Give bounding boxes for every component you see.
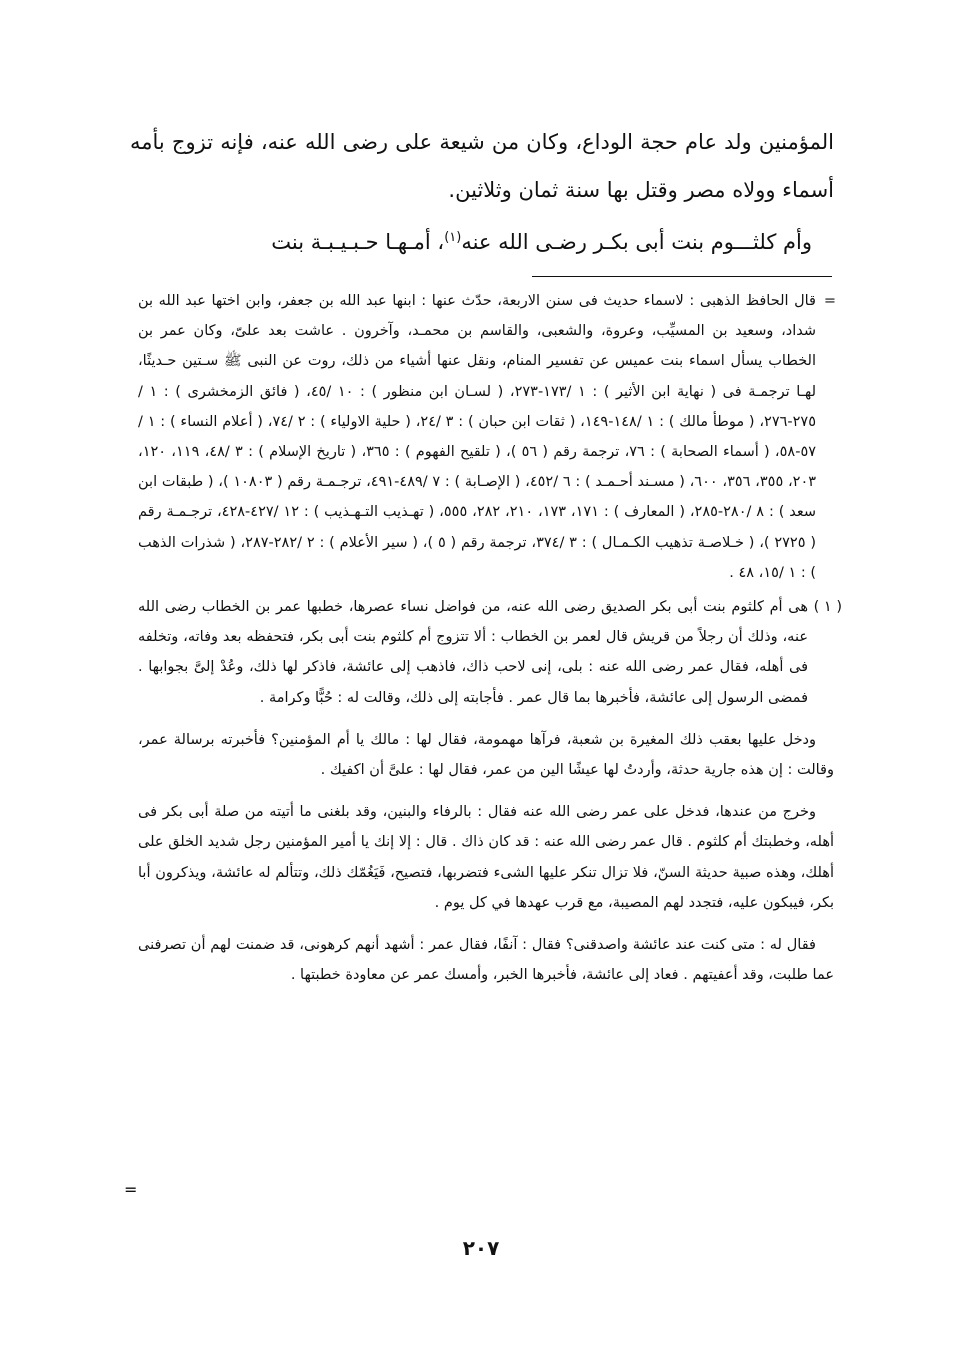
footnote-1-paragraph-4: فقال له : متى كنت عند عائشة واصدقنى؟ فقال : آنفًا، فقال عمر : أشهد أنهم كرهونى، قد ضمنت لهم أن تصرفنى عما طلبت، وقد أعفيتهم . فعاد إلى عائشة، فأخبرها الخبر، وأمسك عمر عن معاودة خطبتها .: [138, 937, 834, 984]
main-paragraph-2: [130, 214, 834, 266]
main-paragraph-1: المؤمنين ولد عام حجة الوداع، وكان من شيعة على رضى الله عنه، فإنه تزوج بأمه أسماء وولاه مصر وقتل بها سنة ثمان وثلاثين.: [130, 130, 834, 202]
main-text: [130, 118, 834, 266]
footnote-1-paragraph-3: وخرج من عندها، فدخل على عمر رضى الله عنه فقال : بالرفاء والبنين، وقد بلغنى ما أتيته من صلة أبى بكر فى أهله، وخطبتك أم كلثوم . قال عمر رضى الله عنه : قد كان ذاك . قال : إلا إنك يا أمير المؤمنين رجل شديد الخلق على أهلك، وهذه صبية حديثة السنّ، فلا تزال تنكر عليها الشىء فتضربها، فتصيح، فَيَغُمّك ذلك، وتتألم له عائشة، ويذكرون أبا بكر، فيبكون عليه، فتجدد لهم المصيبة، مع قرب عهدها في كل يوم .: [138, 804, 834, 911]
footnote-1-number: ( ١ ): [813, 599, 842, 616]
footnotes: [138, 286, 842, 990]
continuation-mark: =: [823, 293, 836, 309]
footnote-1-text: هى أم كلثوم بنت أبى بكر الصديق رضى الله عنه، من فواضل نساء عصرها، خطبها عمر بن الخطاب رضى الله عنه، وذلك أن رجلاً من قريش قال لعمر بن الخطاب : ألا تتزوج أم كلثوم بنت أبى بكر، فتحفظه بعد وفاته، وتخلفه فى أهله، فقال عمر رضى الله عنه : بلى، إنى لاحب ذاك، فاذهب إلى عائشة، فاذكر لها ذلك، وعُدْ إلىَّ بجوابها . فمضى الرسول إلى عائشة، فأخبرها بما قال عمر . فأجابته إلى ذلك، وقالت له : حُبًّا وكرامة .: [138, 599, 808, 706]
main-paragraph-2-end: ، أمـهـا حـبـيـبـة بنت: [271, 230, 445, 254]
footnote-continuation-text: قال الحافظ الذهبى : لاسماء حديث فى سنن الاربعة، حدّث عنها : ابنها عبد الله بن جعفر، وابن اختها عبد الله بن شداد، وسعيد بن المسيِّب، وعروة، والشعبى، والقاسم بن محمـد، وآخرون . عاشت بعد علىّ، وكان عمر بن الخطاب يسأل اسماء بنت عميس عن تفسير المنام، ونقل عنها أشياء من ذلك، روت عن النبى ﷺ سـتين حـديثًا، لهـا ترجمـة فى ( نهاية ابن الأثير ) : ١ /١٧٣-٢٧٣، ( لسـان ابن منظور ) : ١٠ /٤٥، ( فائق الزمخشرى ) : ١ /٢٧٥-٢٧٦، ( موطأ مالك ) : ١ /١٤٨-١٤٩، ( ثقات ابن حبان ) : ٣ /٢٤، ( حلية الاولياء ) : ٢ /٧٤، ( أعلام النساء ) : ١ /٥٧-٥٨، ( أسماء الصحابة ) : ٧٦، ترجمة رقم ( ٥٦ )، ( تلقيح الفهوم ) : ٣٦٥، ( تاريخ الإسلام ) : ٣ /٤٨، ١١٩، ١٢٠، ٢٠٣، ٣٥٥، ٣٥٦، ٦٠٠، ( مسـند أحـمـد ) : ٦ /٤٥٢، ( الإصـابة ) : ٧ /٤٨٩-٤٩١، ترجـمـة رقم ( ١٠٨٠٣ )، ( طبقات ابن سعد ) : ٨ /٢٨٠-٢٨٥، ( المعارف ) : ١٧١، ١٧٣، ٢١٠، ٢٨٢، ٥٥٥، ( تهـذيب التـهـذيب ) : ١٢ /٤٢٧-٤٢٨، ترجـمـة رقم ( ٢٧٢٥ )، ( خـلاصـة تذهيب الكـمـال ) : ٣ /٣٧٤، ترجمة رقم ( ٥ )، ( سير الأعلام ) : ٢ /٢٨٢-٢٨٧، ( شذرات الذهب ) : ١ /١٥، ٤٨ .: [138, 293, 817, 581]
footnote-continuation: [138, 286, 834, 588]
footnote-reference-1[interactable]: (١): [444, 230, 462, 245]
continuation-end-mark: =: [124, 1180, 138, 1199]
footnote-separator: [532, 276, 832, 277]
footnote-1: [138, 592, 842, 713]
page-number: ٢٠٧: [462, 1236, 500, 1260]
main-paragraph-2-text: وأم كلثـــوم بنت أبى بكـر رضـى الله عنه: [461, 230, 812, 254]
footnote-1-paragraph-2: ودخل عليها بعقب ذلك المغيرة بن شعبة، فرآها مهمومة، فقال لها : مالك يا أم المؤمنين؟ فأخبرته برسالة عمر، وقالت : إن هذه جارية حدثة، وأردتُ لها عيشًا الين من عمر، فقال لها : علىَّ أن اكفيك .: [138, 731, 834, 779]
